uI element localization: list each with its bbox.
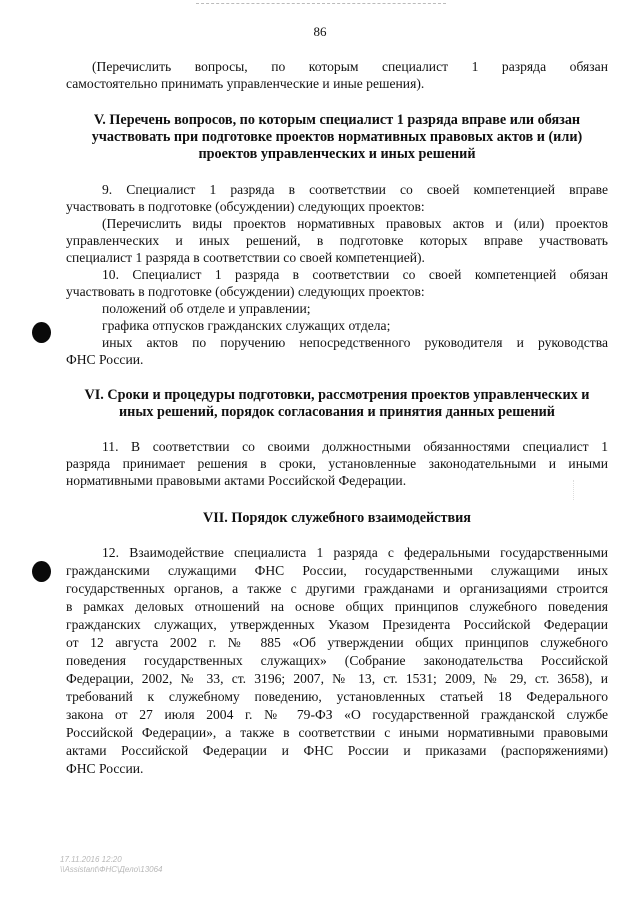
paragraph-9-line-1: 9. Специалист 1 разряда в соответствии со своей компетенцией вправе [102,182,608,197]
paragraph-10-item-1: положений об отделе и управлении; [102,301,311,316]
page-number: 86 [313,24,327,39]
paragraph-12-line-7: поведения государственных служащих» (Собрание законодательства Российской [66,653,608,668]
paragraph-12-line-1: 12. Взаимодействие специалиста 1 разряда с федеральными государственными [102,545,608,560]
paragraph-12-line-6: от 12 августа 2002 г. № 885 «Об утверждении общих принципов служебного [66,635,608,650]
paragraph-11-line-3: нормативными правовыми актами Российской Федерации. [66,473,407,488]
paragraph-9-note-line-1: (Перечислить виды проектов нормативных правовых актов и (или) проектов [102,216,608,231]
paragraph-12-line-2: гражданскими служащими ФНС России, государственными служащими иных [66,563,608,578]
paragraph-12-line-3: государственных органов, а также с другими гражданами и организациями строится [66,581,608,596]
paragraph-9-note-line-2: управленческих и иных решений, в подготовке которых вправе участвовать [66,233,608,248]
paragraph-9-note-line-3: специалист 1 разряда в соответствии со своей компетенцией). [66,250,425,265]
section-6-title-line-2: иных решений, порядок согласования и принятия данных решений [118,404,555,420]
footer-stamp-line-2: \\Assistant\ФНС\Дело\13064 [60,865,163,874]
binder-hole-mark [32,322,51,343]
paragraph-12-line-13: ФНС России. [66,761,144,776]
paragraph-10-line-1: 10. Специалист 1 разряда в соответствии со своей компетенцией обязан [102,267,608,282]
paragraph-10-item-2: графика отпусков гражданских служащих отдела; [102,318,391,333]
paragraph-9-line-2: участвовать в подготовке (обсуждении) следующих проектов: [66,199,425,214]
paragraph-10-item-3-line-1: иных актов по поручению непосредственного руководителя и руководства [102,335,608,350]
paragraph-12-line-11: Российской Федерации», а также в соответствии с иными нормативными правовыми [66,725,608,740]
paragraph-10-item-3-line-2: ФНС России. [66,352,144,367]
paragraph-12-line-12: актами Российской Федерации и ФНС России и приказами (распоряжениями) [66,743,608,758]
paragraph-12-line-10: закона от 27 июля 2004 г. № 79-ФЗ «О государственной гражданской службе [66,707,608,722]
top-edge-line [196,3,446,4]
intro-line-2: самостоятельно принимать управленческие и иные решения). [66,76,425,91]
section-7-title: VII. Порядок служебного взаимодействия [203,510,471,526]
paragraph-12-line-4: в рамках деловых отношений на основе общих принципов служебного поведения [66,599,608,614]
binder-hole-mark [32,561,51,582]
paragraph-12-line-5: гражданских служащих, утвержденных Указом Президента Российской Федерации [66,617,608,632]
paragraph-12-line-8: Федерации, 2002, № 33, ст. 3196; 2007, № 13, ст. 1531; 2009, № 29, ст. 3658), и [66,671,608,686]
scan-artifact [573,480,574,500]
footer-stamp-line-1: 17.11.2016 12:20 [60,855,122,864]
paragraph-12-line-9: требований к служебному поведению, установленных статьей 18 Федерального [66,689,608,704]
paragraph-11-line-2: разряда принимает решения в сроки, установленные законодательными и иными [66,456,608,471]
section-5-title-line-2: участвовать при подготовке проектов нормативных правовых актов и (или) [91,129,583,145]
section-6-title-line-1: VI. Сроки и процедуры подготовки, рассмотрения проектов управленческих и [84,387,590,403]
section-5-title-line-3: проектов управленческих и иных решений [198,146,476,162]
intro-line-1: (Перечислить вопросы, по которым специалист 1 разряда обязан [92,59,608,74]
paragraph-10-line-2: участвовать в подготовке (обсуждении) следующих проектов: [66,284,425,299]
paragraph-11-line-1: 11. В соответствии со своими должностными обязанностями специалист 1 [102,439,608,454]
section-5-title-line-1: V. Перечень вопросов, по которым специалист 1 разряда вправе или обязан [93,112,581,128]
